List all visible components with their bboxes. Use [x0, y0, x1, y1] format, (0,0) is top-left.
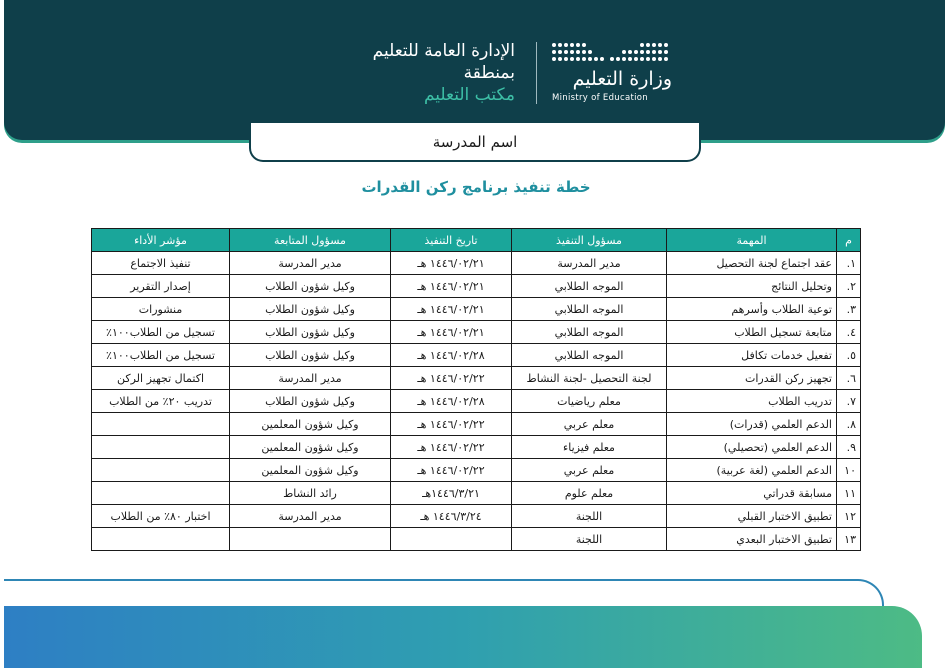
- cell-indicator: اختبار ٨٠٪ من الطلاب: [92, 505, 230, 528]
- cell-number: ٥.: [837, 344, 861, 367]
- cell-follow-up: رائد النشاط: [230, 482, 391, 505]
- cell-date: [391, 528, 512, 551]
- footer-band: [4, 606, 922, 668]
- cell-task: تجهيز ركن القدرات: [667, 367, 837, 390]
- cell-date: ١٤٤٦/٠٢/٢٢ هـ: [391, 459, 512, 482]
- cell-executor: معلم عربي: [512, 459, 667, 482]
- header-number: م: [837, 229, 861, 252]
- cell-follow-up: وكيل شؤون المعلمين: [230, 436, 391, 459]
- administration-title: [373, 40, 515, 106]
- header-task: المهمة: [667, 229, 837, 252]
- table-row: [92, 436, 861, 459]
- cell-indicator: [92, 436, 230, 459]
- cell-indicator: تنفيذ الاجتماع: [92, 252, 230, 275]
- cell-task: عقد اجتماع لجنة التحصيل: [667, 252, 837, 275]
- header-follow-up: مسؤول المتابعة: [230, 229, 391, 252]
- cell-task: الدعم العلمي (تحصيلي): [667, 436, 837, 459]
- school-name-banner: اسم المدرسة: [249, 122, 701, 162]
- cell-date: ١٤٤٦/٠٢/٢٨ هـ: [391, 344, 512, 367]
- cell-executor: معلم عربي: [512, 413, 667, 436]
- cell-indicator: تسجيل من الطلاب١٠٠٪: [92, 321, 230, 344]
- table-row: [92, 505, 861, 528]
- cell-task: مسابقة قدراتي: [667, 482, 837, 505]
- table-header-row: [92, 229, 861, 252]
- cell-number: ٢.: [837, 275, 861, 298]
- cell-executor: معلم فيزياء: [512, 436, 667, 459]
- cell-follow-up: وكيل شؤون المعلمين: [230, 459, 391, 482]
- cell-indicator: تسجيل من الطلاب١٠٠٪: [92, 344, 230, 367]
- cell-number: ١٣: [837, 528, 861, 551]
- cell-date: ١٤٤٦/٠٢/٢٢ هـ: [391, 367, 512, 390]
- cell-indicator: اكتمال تجهيز الركن: [92, 367, 230, 390]
- cell-date: ١٤٤٦/٠٢/٢٨ هـ: [391, 390, 512, 413]
- cell-follow-up: وكيل شؤون الطلاب: [230, 390, 391, 413]
- cell-number: ٨.: [837, 413, 861, 436]
- table-row: [92, 528, 861, 551]
- cell-executor: معلم رياضيات: [512, 390, 667, 413]
- plan-table: [91, 228, 861, 551]
- cell-executor: اللجنة: [512, 528, 667, 551]
- table-row: [92, 459, 861, 482]
- table-row: [92, 321, 861, 344]
- cell-indicator: [92, 482, 230, 505]
- header-date: تاريخ التنفيذ: [391, 229, 512, 252]
- cell-task: الدعم العلمي (لغة عربية): [667, 459, 837, 482]
- cell-indicator: إصدار التقرير: [92, 275, 230, 298]
- cell-task: توعية الطلاب وأسرهم: [667, 298, 837, 321]
- cell-task: تفعيل خدمات تكافل: [667, 344, 837, 367]
- table-row: [92, 390, 861, 413]
- cell-indicator: [92, 528, 230, 551]
- cell-executor: اللجنة: [512, 505, 667, 528]
- table-row: [92, 275, 861, 298]
- education-office-line: مكتب التعليم: [423, 85, 515, 105]
- cell-executor: الموجه الطلابي: [512, 321, 667, 344]
- cell-date: ١٤٤٦/٠٢/٢٢ هـ: [391, 413, 512, 436]
- cell-follow-up: وكيل شؤون الطلاب: [230, 275, 391, 298]
- cell-number: ١.: [837, 252, 861, 275]
- cell-follow-up: مدير المدرسة: [230, 505, 391, 528]
- cell-follow-up: وكيل شؤون الطلاب: [230, 321, 391, 344]
- header-indicator: مؤشر الأداء: [92, 229, 230, 252]
- cell-number: ٦.: [837, 367, 861, 390]
- cell-task: تطبيق الاختبار القبلي: [667, 505, 837, 528]
- cell-task: تطبيق الاختبار البعدي: [667, 528, 837, 551]
- cell-date: ١٤٤٦/٠٢/٢١ هـ: [391, 252, 512, 275]
- cell-number: ١١: [837, 482, 861, 505]
- cell-date: ١٤٤٦/٠٢/٢١ هـ: [391, 321, 512, 344]
- ministry-logo-english: Ministry of Education: [552, 93, 648, 103]
- cell-executor: لجنة التحصيل -لجنة النشاط: [512, 367, 667, 390]
- table-row: [92, 344, 861, 367]
- cell-number: ١٠: [837, 459, 861, 482]
- page-header: [4, 0, 945, 140]
- cell-date: ١٤٤٦/٠٢/٢١ هـ: [391, 275, 512, 298]
- cell-executor: الموجه الطلابي: [512, 298, 667, 321]
- table-body: [92, 252, 861, 551]
- cell-number: ٣.: [837, 298, 861, 321]
- table-row: [92, 252, 861, 275]
- cell-date: ١٤٤٦/٣/٢١هـ: [391, 482, 512, 505]
- table-row: [92, 482, 861, 505]
- table-row: [92, 298, 861, 321]
- cell-number: ٧.: [837, 390, 861, 413]
- table-row: [92, 413, 861, 436]
- cell-executor: الموجه الطلابي: [512, 275, 667, 298]
- admin-line-2: بمنطقة: [463, 63, 515, 83]
- cell-indicator: [92, 459, 230, 482]
- cell-date: ١٤٤٦/٠٢/٢٢ هـ: [391, 436, 512, 459]
- logo-dots-icon: [546, 40, 672, 66]
- cell-indicator: تدريب ٢٠٪ من الطلاب: [92, 390, 230, 413]
- cell-follow-up: مدير المدرسة: [230, 252, 391, 275]
- header-executor: مسؤول التنفيذ: [512, 229, 667, 252]
- cell-executor: مدير المدرسة: [512, 252, 667, 275]
- cell-follow-up: وكيل شؤون المعلمين: [230, 413, 391, 436]
- cell-number: ١٢: [837, 505, 861, 528]
- cell-indicator: منشورات: [92, 298, 230, 321]
- cell-follow-up: وكيل شؤون الطلاب: [230, 344, 391, 367]
- cell-follow-up: [230, 528, 391, 551]
- admin-line-1: الإدارة العامة للتعليم: [372, 41, 515, 61]
- cell-number: ٩.: [837, 436, 861, 459]
- cell-date: ١٤٤٦/٣/٢٤ هـ: [391, 505, 512, 528]
- cell-task: وتحليل النتائج: [667, 275, 837, 298]
- logo-divider: [536, 42, 537, 104]
- ministry-logo: [546, 40, 676, 108]
- cell-indicator: [92, 413, 230, 436]
- ministry-logo-arabic: وزارة التعليم: [572, 68, 672, 90]
- footer-curve-line: [4, 579, 884, 607]
- plan-title: خطة تنفيذ برنامج ركن القدرات: [361, 178, 591, 196]
- cell-executor: معلم علوم: [512, 482, 667, 505]
- cell-follow-up: وكيل شؤون الطلاب: [230, 298, 391, 321]
- cell-task: تدريب الطلاب: [667, 390, 837, 413]
- cell-task: متابعة تسجيل الطلاب: [667, 321, 837, 344]
- cell-date: ١٤٤٦/٠٢/٢١ هـ: [391, 298, 512, 321]
- cell-follow-up: مدير المدرسة: [230, 367, 391, 390]
- table-row: [92, 367, 861, 390]
- cell-executor: الموجه الطلابي: [512, 344, 667, 367]
- cell-number: ٤.: [837, 321, 861, 344]
- cell-task: الدعم العلمي (قدرات): [667, 413, 837, 436]
